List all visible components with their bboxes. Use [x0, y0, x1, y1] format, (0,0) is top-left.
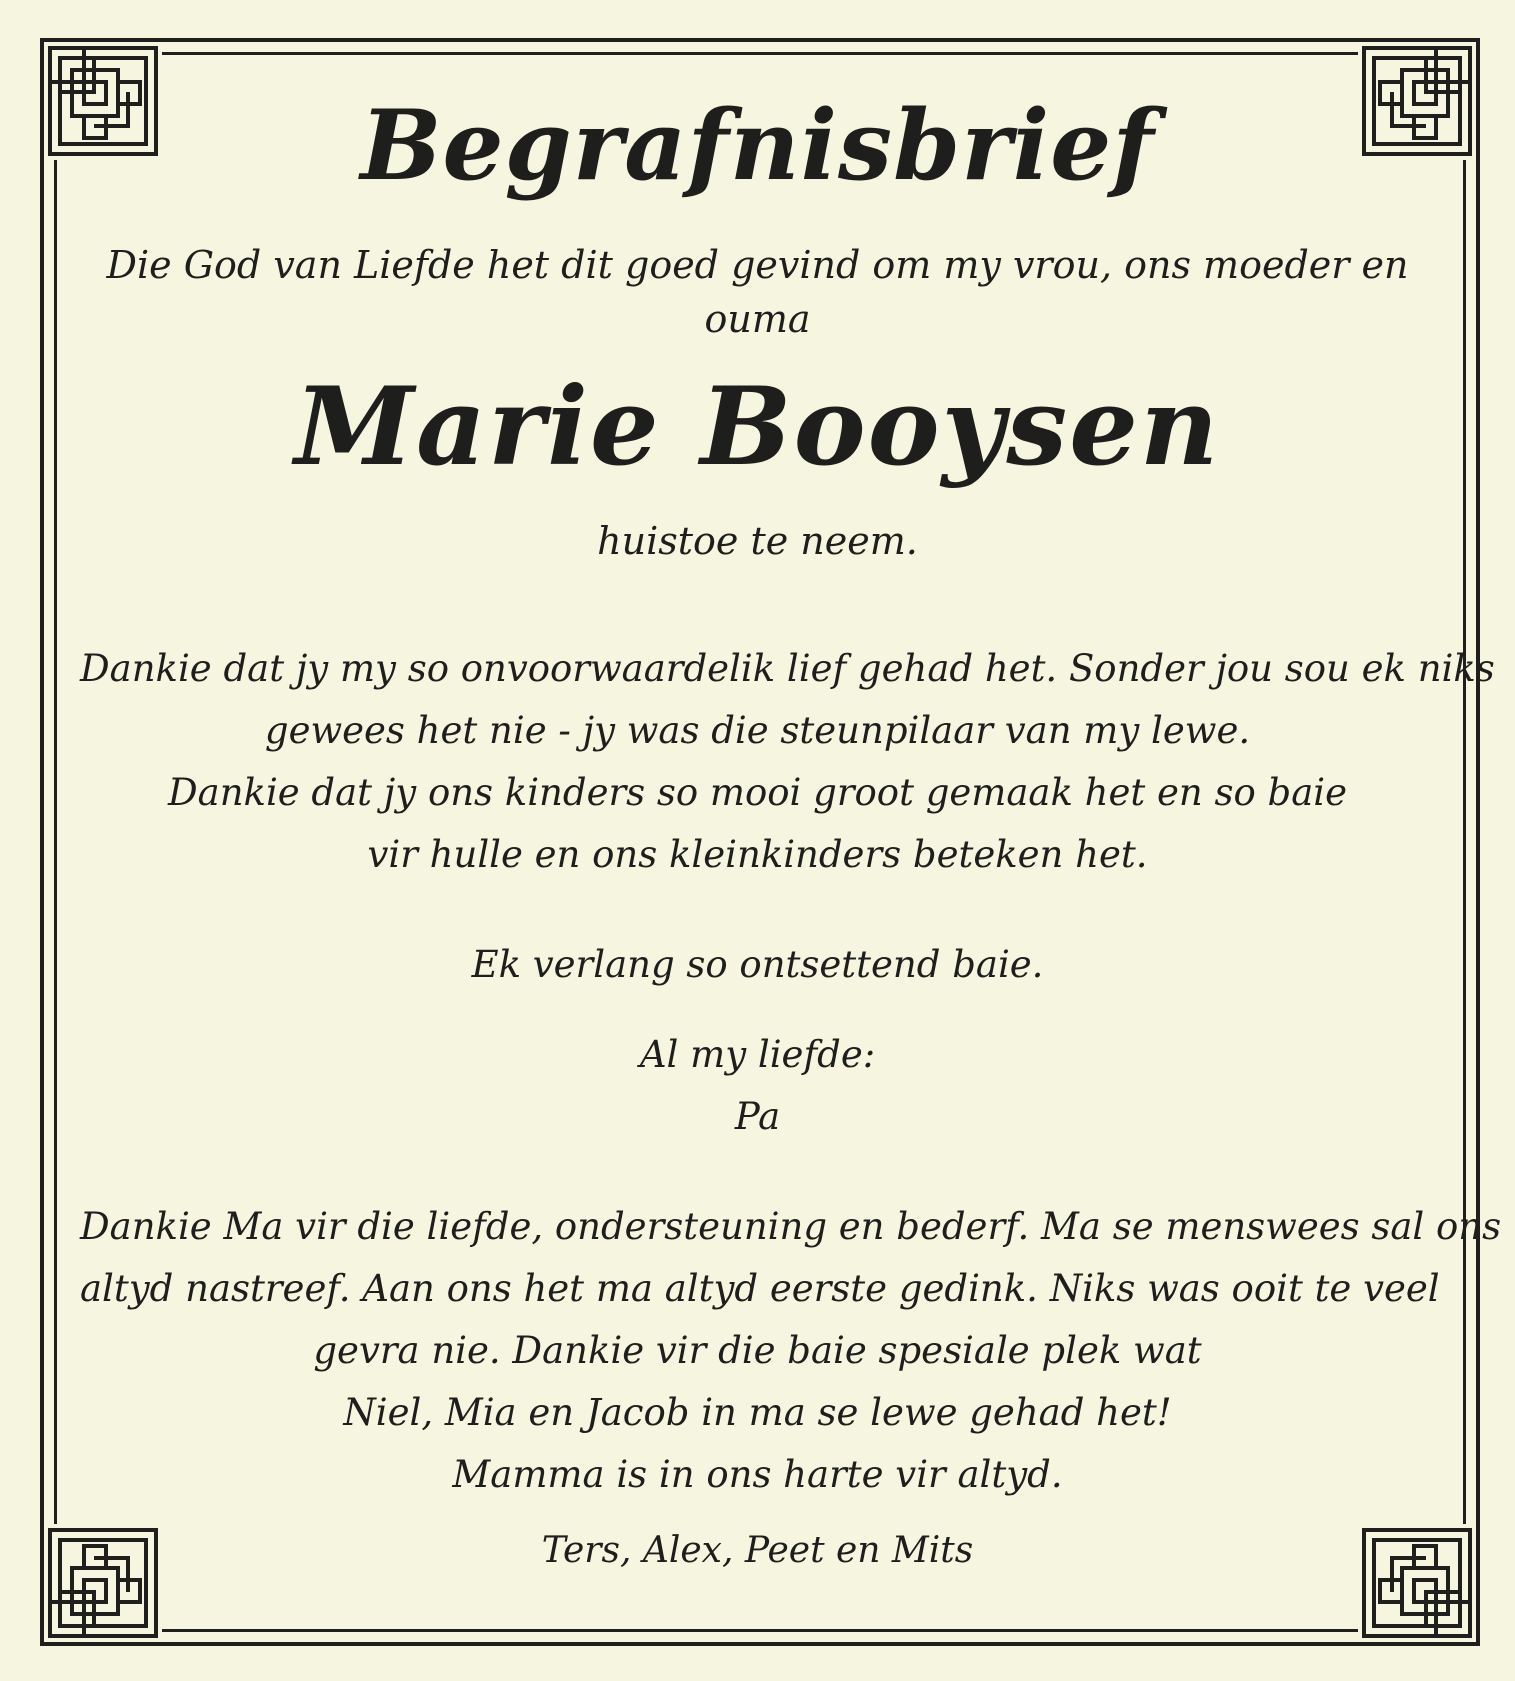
- intro-text: Die God van Liefde het dit goed gevind om my vrou, ons moeder en ouma: [106, 243, 1409, 341]
- letter-content: [80, 70, 1502, 1582]
- message-line: gewees het nie - jy was die steunpilaar van my lewe.: [264, 709, 1251, 752]
- message-line: Niel, Mia en Jacob in ma se lewe gehad het!: [343, 1391, 1172, 1434]
- deceased-name: Marie Booysen: [294, 364, 1221, 490]
- signoff-block: [80, 1024, 1435, 1148]
- after-name-text: huistoe te neem.: [597, 519, 918, 563]
- signatories: Ters, Alex, Peet en Mits: [541, 1530, 974, 1571]
- message-line: vir hulle en ons kleinkinders beteken het.: [367, 833, 1148, 876]
- message-line: Dankie dat jy my so onvoorwaardelik lief gehad het. Sonder jou sou ek niks: [80, 647, 1495, 690]
- signoff-line: Al my liefde:: [639, 1033, 876, 1076]
- longing-text: Ek verlang so ontsettend baie.: [471, 943, 1044, 986]
- children-message: [80, 1196, 1502, 1506]
- message-line: Dankie Ma vir die liefde, ondersteuning en bederf. Ma se menswees sal ons: [80, 1205, 1502, 1248]
- message-line: Mamma is in ons harte vir altyd.: [452, 1453, 1063, 1496]
- signoff-name: Pa: [734, 1095, 781, 1138]
- message-line: gevra nie. Dankie vir die baie spesiale plek wat: [313, 1329, 1202, 1372]
- page-title: Begrafnisbrief: [360, 89, 1155, 202]
- husband-message: [80, 638, 1495, 886]
- message-line: altyd nastreef. Aan ons het ma altyd eerste gedink. Niks was ooit te veel: [80, 1267, 1440, 1310]
- message-line: Dankie dat jy ons kinders so mooi groot gemaak het en so baie: [167, 771, 1348, 814]
